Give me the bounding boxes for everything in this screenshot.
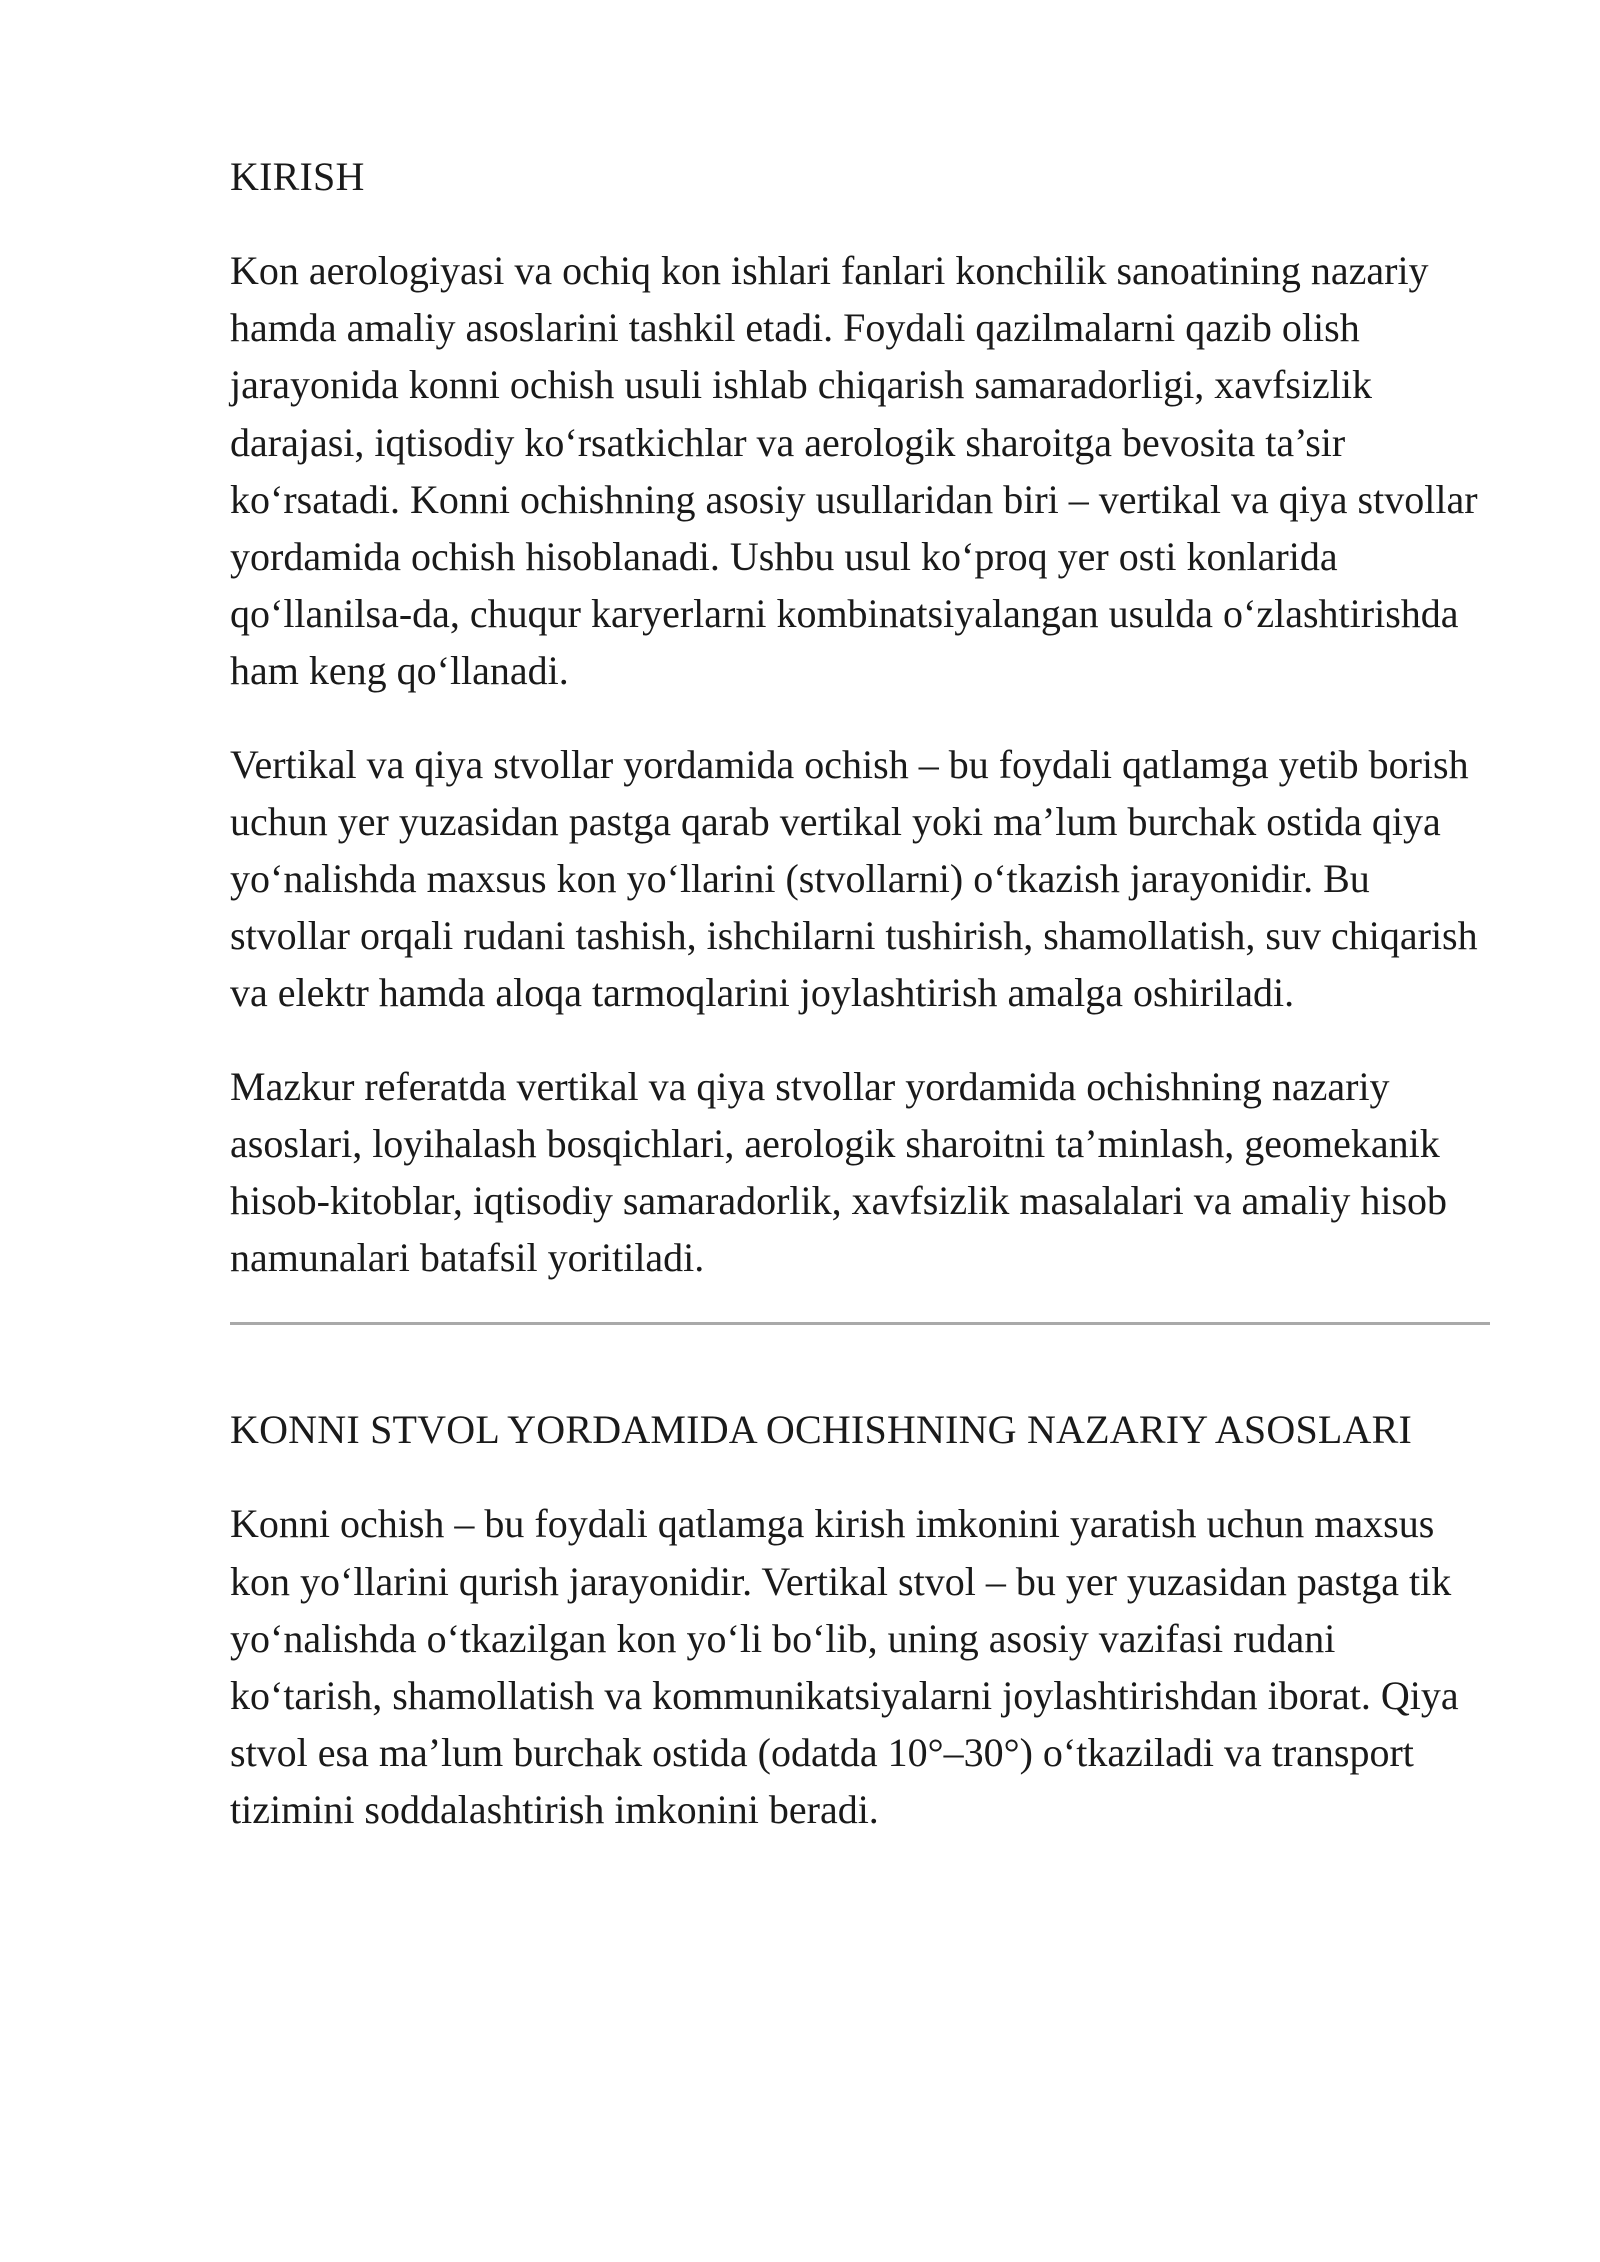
theory-paragraph-1: Konni ochish – bu foydali qatlamga kirish imkonini yaratish uchun maxsus kon yo‘llarini qurish jarayonidir. Vertikal stvol – bu yer yuzasidan pastga tik yo‘nalishda o‘tkazilgan kon yo‘li bo‘lib, uning asosiy vazifasi rudani ko‘tarish, shamollatish va kommunikatsiyalarni joylashtirishdan iborat. Qiya stvol esa ma’lum burchak ostida (odatda 10°–30°) o‘tkaziladi va transport tizimini soddalashtirish imkonini beradi. bbox=[230, 1501, 1459, 1833]
intro-paragraph-2: Vertikal va qiya stvollar yordamida ochish – bu foydali qatlamga yetib borish uchun yer yuzasidan pastga qarab vertikal yoki ma’lum burchak ostida qiya yo‘nalishda maxsus kon yo‘llarini (stvollarni) o‘tkazish jarayonidir. Bu stvollar orqali rudani tashish, ishchilarni tushirish, shamollatish, suv chiqarish va elektr hamda aloqa tarmoqlarini joylashtirish amalga oshiriladi. bbox=[230, 741, 1478, 1016]
intro-paragraph-1: Kon aerologiyasi va ochiq kon ishlari fanlari konchilik sanoatining nazariy hamda amaliy asoslarini tashkil etadi. Foydali qazilmalarni qazib olish jarayonida konni ochish usuli ishlab chiqarish samaradorligi, xavfsizlik darajasi, iqtisodiy ko‘rsatkichlar va aerologik sharoitga bevosita ta’sir ko‘rsatadi. Konni ochishning asosiy usullaridan biri – vertikal va qiya stvollar yordamida ochish hisoblanadi. Ushbu usul ko‘proq yer osti konlarida qo‘llanilsa-da, chuqur karyerlarni kombinatsiyalangan usulda o‘zlashtirishda ham keng qo‘llanadi. bbox=[230, 248, 1478, 694]
section-heading-nazariy-asoslari: KONNI STVOL YORDAMIDA OCHISHNING NAZARIY ASOSLARI bbox=[230, 1407, 1413, 1453]
section-divider bbox=[230, 1322, 1490, 1325]
section-heading-kirish: KIRISH bbox=[230, 154, 365, 199]
intro-paragraph-3: Mazkur referatda vertikal va qiya stvollar yordamida ochishning nazariy asoslari, loyihalash bosqichlari, aerologik sharoitni ta’minlash, geomekanik hisob-kitoblar, iqtisodiy samaradorlik, xavfsizlik masalalari va amaliy hisob namunalari batafsil yoritiladi. bbox=[230, 1063, 1448, 1281]
